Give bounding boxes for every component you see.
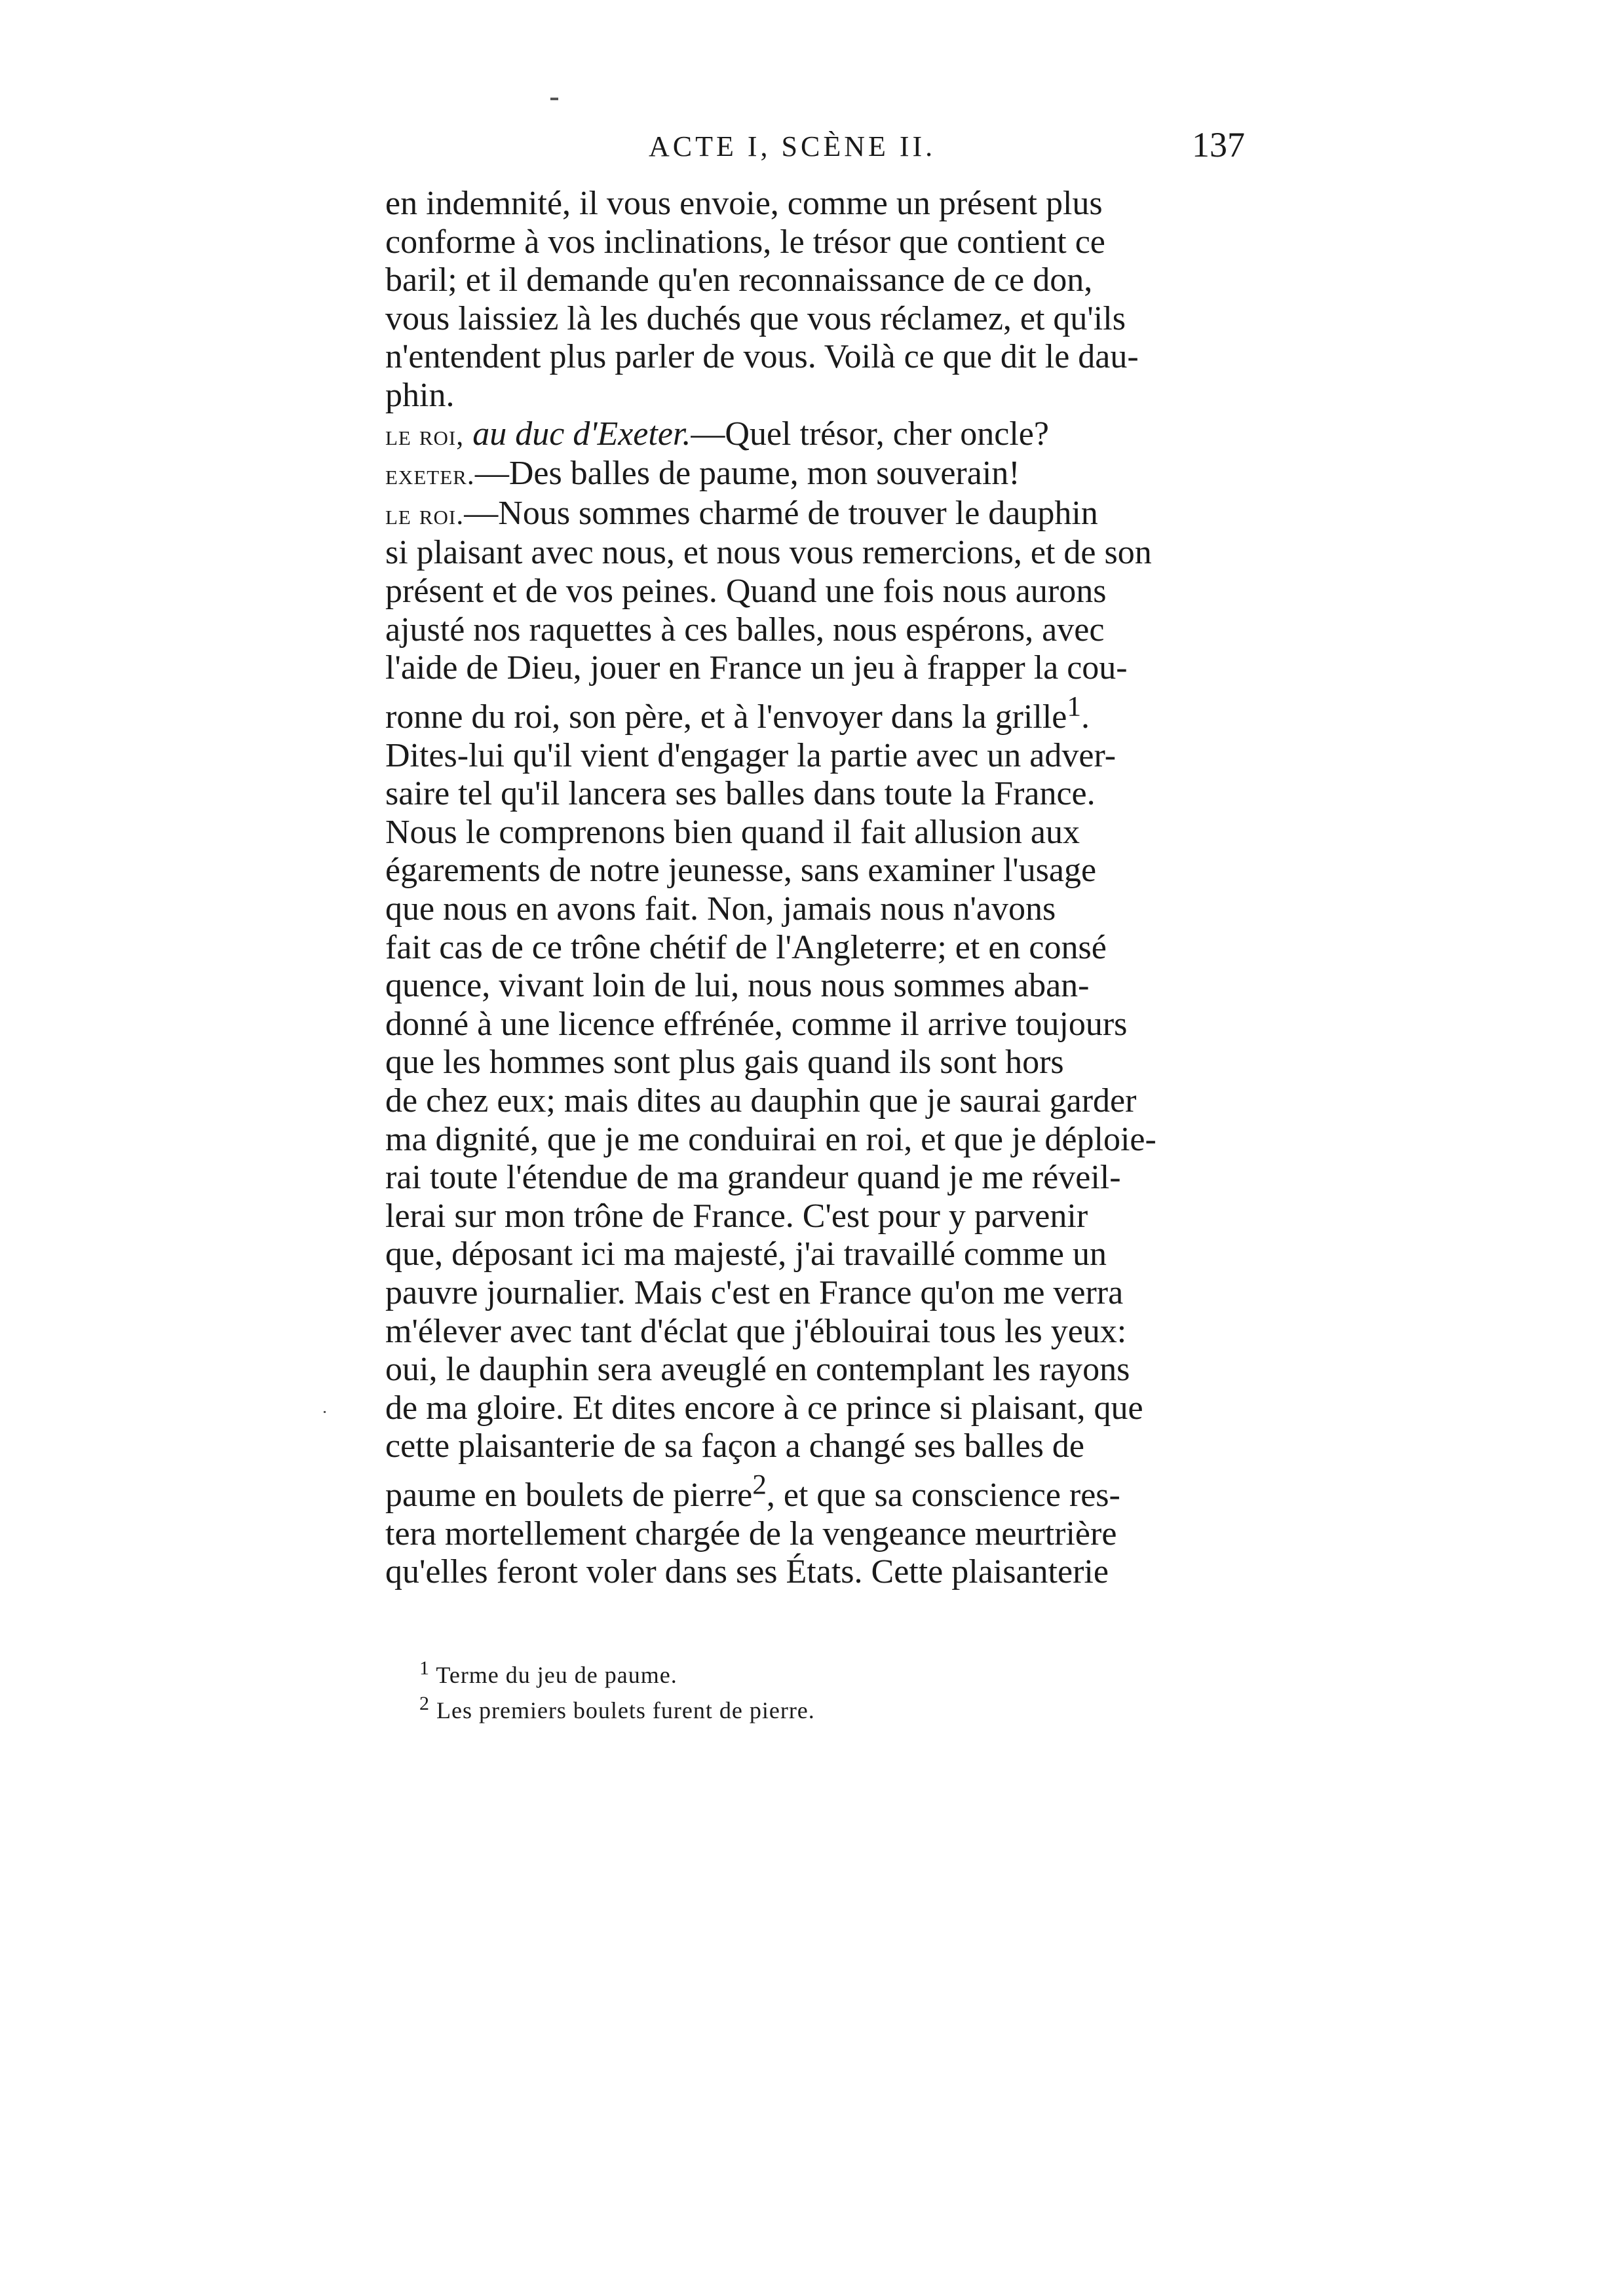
dialogue-line: [385, 415, 1049, 453]
speech-text: , et que sa conscience res- tera mortellement chargée de la vengeance meurtrière qu'elles feront voler dans ses États. Cette plaisanterie: [385, 1477, 1120, 1591]
body-text: [385, 185, 1250, 1592]
paragraph-text: en indemnité, il vous envoie, comme un présent plus conforme à vos inclinations, le trésor que contient ce baril; et il demande qu'en reconnaissance de ce don, vous laissiez là les duchés que vous réclamez, et qu'ils n'entendent plus parler de vous. Voilà ce que dit le dau- phin.: [385, 185, 1139, 414]
footnote: [419, 1654, 1140, 1689]
footnote-marker: 2: [419, 1693, 430, 1714]
footnote-text: Terme du jeu de paume.: [436, 1662, 678, 1688]
running-head: ACTE I, SCÈNE II.: [649, 130, 936, 162]
page-header: [649, 124, 1245, 177]
speech-text: —Des balles de paume, mon souverain!: [474, 455, 1020, 493]
speech-text: . Dites-lui qu'il vient d'engager la partie avec un adver- saire tel qu'il lancera ses balles dans toute la France. Nous le comprenons bien quand il fait allusion aux égarements de notre jeunesse, sans examiner l'usage que nous en avons fait. Non, jamais nous n'avons fait cas de ce trône chétif de l'Angleterre; et en consé quence, vivant loin de lui, nous nous sommes aban- donné à une licence effrénée, comme il arrive toujours que les hommes sont plus gais quand ils sont hors de chez eux; mais dites au dauphin que je saurai garder ma dignité, que je me conduirai en roi, et que je déploie- rai toute l'étendue de ma grandeur quand je me réveil- lerai sur mon trône de France. C'est pour y parvenir que, déposant ici ma majesté, j'ai travaillé comme un pauvre journalier. Mais c'est en France qu'on me verra m'élever avec tant d'éclat que j'éblouirai tous les yeux: oui, le dauphin sera aveuglé en contemplant les rayons de ma gloire. Et dites encore à ce prince si plaisant, que cette plaisanterie de sa façon a changé ses balles de paume en boulets de pierre: [385, 698, 1156, 1515]
page-number: 137: [1192, 125, 1245, 164]
footnote-reference: 1: [1067, 690, 1082, 723]
speaker-name: exeter.: [385, 459, 475, 491]
dialogue-line: [385, 495, 1156, 1591]
dialogue-line: [385, 455, 1020, 492]
speaker-name: le roi.: [385, 498, 465, 531]
speech-text: —Quel trésor, cher oncle?: [691, 415, 1049, 453]
speech-text: —Nous sommes charmé de trouver le dauphin si plaisant avec nous, et nous vous remercions, et de son présent et de vos peines. Quand une fois nous aurons ajusté nos raquettes à ces balles, nous espérons, avec l'aide de Dieu, jouer en France un jeu à frapper la cou- ronne du roi, son père, et à l'envoyer dans la grille: [385, 494, 1152, 736]
footnote-reference: 2: [752, 1469, 767, 1501]
ink-speck: [324, 1411, 326, 1413]
footnote-marker: 1: [419, 1657, 430, 1679]
ink-speck: [550, 98, 558, 100]
footnote: [419, 1689, 1140, 1725]
speaker-name: le roi,: [385, 419, 465, 451]
stage-direction: au duc d'Exeter.: [472, 415, 691, 453]
footnote-text: Les premiers boulets furent de pierre.: [436, 1697, 815, 1723]
footnotes: [419, 1654, 1140, 1725]
